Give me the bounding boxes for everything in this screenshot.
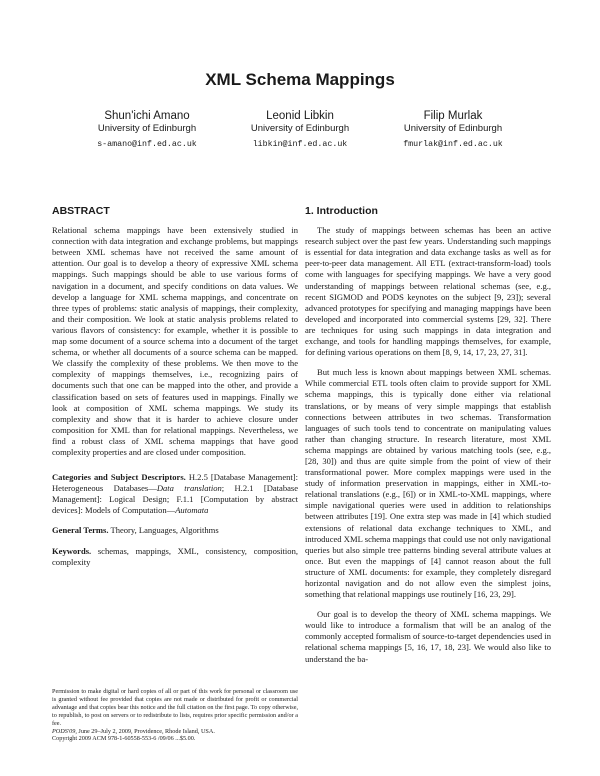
author-block — [368, 110, 538, 149]
author-email: libkin@inf.ed.ac.uk — [252, 140, 348, 149]
permission-text: Permission to make digital or hard copies of all or part of this work for personal or classroom use is granted without fee provided that copies are not made or distributed for profit or commercial advantage and that copies bear this notice and the full citation on the first page. To copy otherwise, to republish, to post on servers or to redistribute to lists, requires prior specific permission and/or a fee. — [52, 688, 298, 727]
categories-italic: Automata — [175, 505, 209, 516]
venue-line — [52, 728, 298, 736]
metadata-section — [52, 472, 298, 568]
abstract-body: Relational schema mappings have been extensively studied in connection with data integration and exchange problems, but mappings between XML schemas have not received the same amount of attention. Our goal is to develop a theory of expressive XML schema mappings. Such mappings should be able to use various forms of navigation in a document, and specify conditions on data values. We develop a language for XML schema mappings, and concentrate on three types of problems: static analysis of mappings, their complexity, and their composition. We look at static analysis problems related to various flavors of consistency: for example, whether it is possible to map some document of a source schema into a document of the target schema, or whether all documents of a source schema can be mapped. We classify the complexity of these problems. We then move to the complexity of mappings themselves, i.e., recognizing pairs of documents such that one can be mapped into the other, and provide a classification based on sets of features used in mappings. Finally we look at composition of XML schema mappings. We study its complexity and show that it is harder to achieve closure under composition for XML than for relational mappings. Nevertheless, we find a robust class of XML schema mappings that have good complexity properties and are closed under composition. — [52, 225, 298, 457]
categories-paragraph — [52, 472, 298, 516]
author-name: Shun'ichi Amano — [104, 110, 190, 122]
general-terms-text: Theory, Languages, Algorithms — [108, 525, 219, 536]
intro-paragraph: Our goal is to develop the theory of XML schema mappings. We would like to introduce a formalism that will be an analog of the commonly accepted formalism of source-to-target dependencies used in relational schema mappings [5, 16, 17, 18, 23]. We would also like to understand the ba- — [305, 609, 551, 664]
venue-name: PODS'09, — [52, 727, 77, 735]
categories-text: H.2.5 [Database Management]: Heterogeneous Databases— — [52, 472, 298, 494]
author-name: Filip Murlak — [423, 110, 483, 122]
introduction-heading: 1. Introduction — [305, 205, 378, 217]
author-affiliation: University of Edinburgh — [97, 123, 197, 134]
general-terms-paragraph — [52, 525, 298, 536]
categories-italic: Data translation — [156, 483, 222, 494]
author-block — [215, 110, 385, 149]
right-column — [305, 206, 551, 665]
venue-details: June 29–July 2, 2009, Providence, Rhode Island, USA. — [76, 727, 215, 735]
left-column — [52, 206, 298, 568]
general-terms-label: General Terms. — [52, 525, 109, 536]
author-name: Leonid Libkin — [266, 110, 334, 122]
keywords-label: Keywords. — [52, 545, 92, 556]
author-email: fmurlak@inf.ed.ac.uk — [403, 140, 503, 149]
categories-text: ; H.2.1 [Database Management]: Logical Design; F.1.1 [Computation by abstract devices]: Models of Computation— — [52, 483, 299, 516]
categories-label: Categories and Subject Descriptors. — [52, 472, 186, 483]
keywords-paragraph — [52, 546, 298, 568]
intro-paragraph: The study of mappings between schemas has been an active research subject over the past few years. Understanding such mappings is essential for data integration and data exchange tasks as well as for peer-to-peer data management. All ETL (extract-transform-load) tools come with languages for specifying mappings. We have a very good understanding of mappings between relational schemas (see, e.g., recent SIGMOD and PODS keynotes on the subject [9, 23]); several advanced prototypes for specifying and managing mappings have been developed and incorporated into commercial systems [29, 32]. There are techniques for using such mappings in data integration and exchange, and tools for handling mappings themselves, for example, for defining various operations on them [8, 9, 14, 17, 23, 27, 31]. — [305, 225, 551, 358]
author-affiliation: University of Edinburgh — [403, 123, 503, 134]
paper-title: XML Schema Mappings — [205, 70, 395, 89]
author-block — [62, 110, 232, 149]
author-affiliation: University of Edinburgh — [250, 123, 350, 134]
author-email: s-amano@inf.ed.ac.uk — [97, 140, 197, 149]
copyright-notice — [52, 688, 298, 743]
abstract-heading: ABSTRACT — [52, 205, 110, 217]
intro-paragraph: But much less is known about mappings between XML schemas. While commercial ETL tools often claim to provide support for XML schema mappings, this is typically done either via relational translations, or by means of very simple mappings that establish connections between attributes in two schemas. Transformation languages of such tools tend to concentrate on manipulating values rather than changing structure. In research literature, most XML schema mappings are obtained by various matching tools (see, e.g., [28, 30]) and thus are quite simple from the point of view of their transformational power. More complex mappings were used in the study of information preservation in mappings, either in XML-to-relational translations (e.g., [6]) or in XML-to-XML mappings, where simple navigational queries were used in addition to relationships between attributes [19]. One extra step was made in [4] which studied extensions of relational data exchange techniques to XML, and introduced XML schema mappings that could use not only navigational queries but also simple tree patterns binding several attribute values at once. But even the mappings of [4] cannot reason about the full structure of XML documents: for example, they completely disregard horizontal navigation and do not allow even the simplest joins, something that relational mappings use routinely [16, 23, 29]. — [305, 367, 551, 600]
copyright-line: Copyright 2009 ACM 978-1-60558-553-6 /09/06 ...$5.00. — [52, 735, 196, 743]
keywords-text: schemas, mappings, XML, consistency, composition, complexity — [52, 545, 298, 567]
